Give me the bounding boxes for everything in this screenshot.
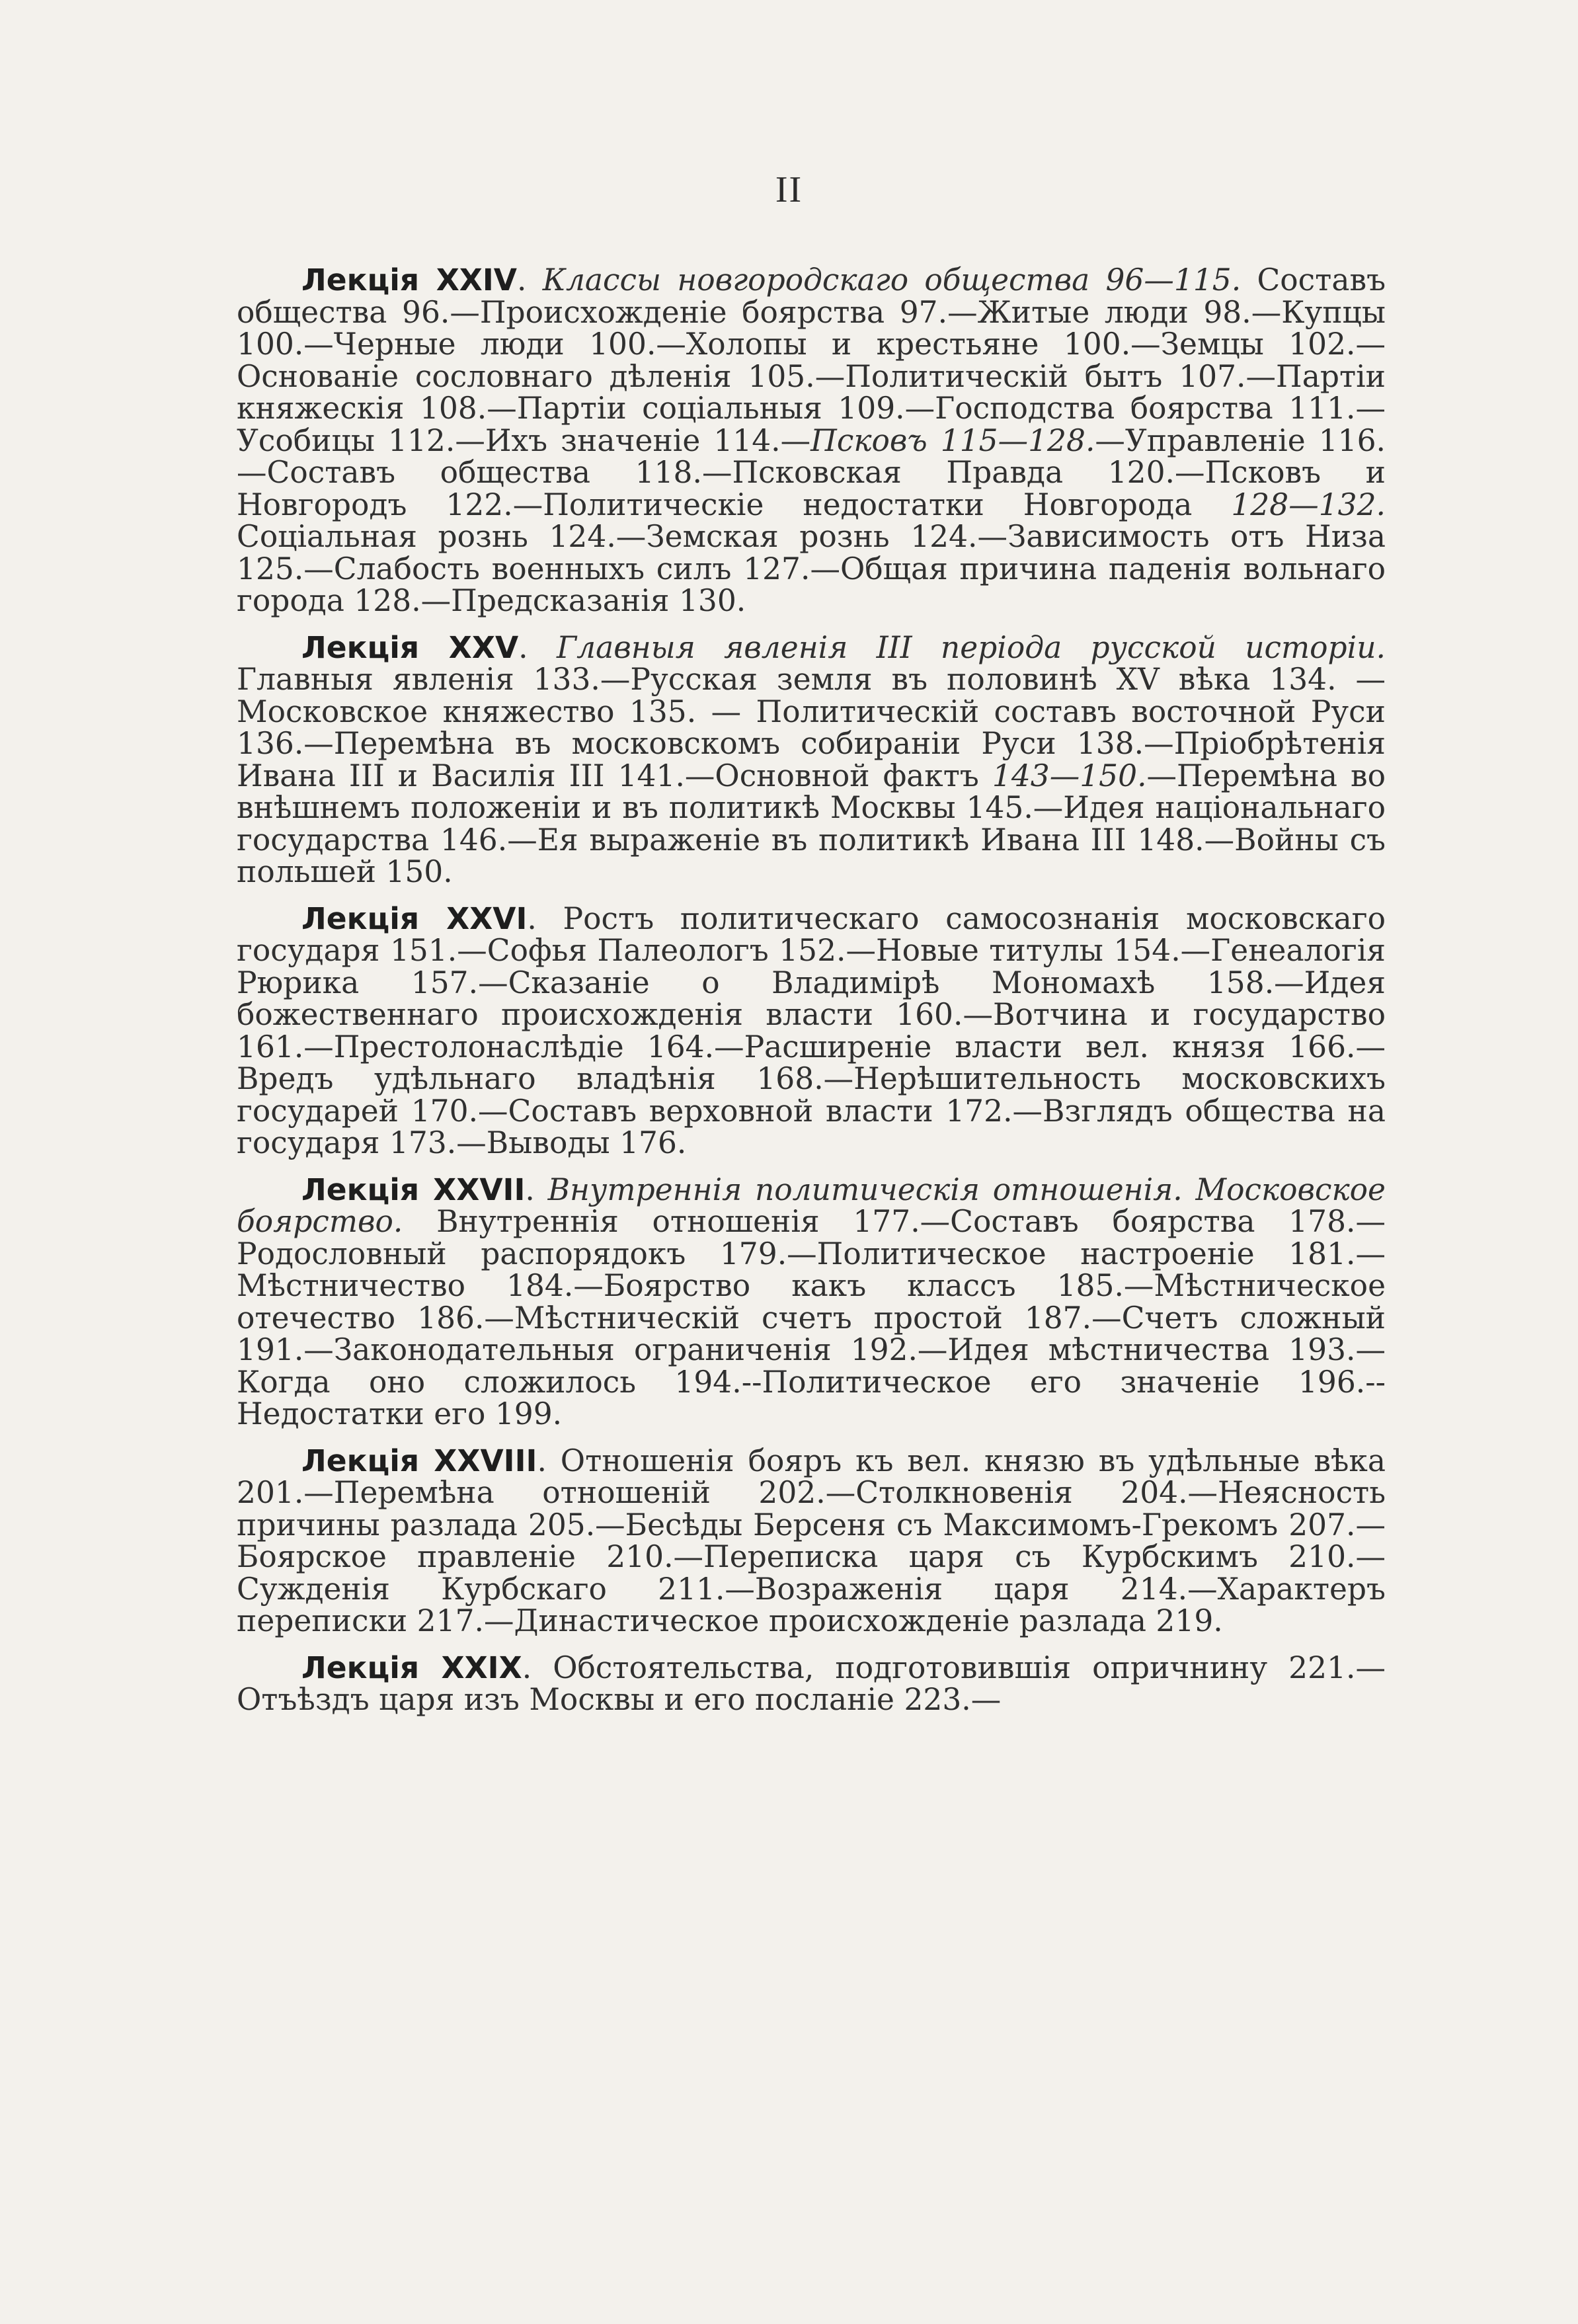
- entry-text: .: [518, 629, 557, 665]
- lecture-heading: Лекція XXVIII: [301, 1443, 537, 1478]
- section-title: Классы новгородскаго общества 96—115.: [542, 262, 1242, 298]
- entry-text: .: [525, 1172, 548, 1207]
- entry-text: . Ростъ политическаго самосознанія московскаго государя 151.—Софья Палеологъ 152.—Новые титулы 154.—Генеалогія Рюрика 157.—Сказаніе о Владимірѣ Мономахѣ 158.—Идея божественнаго происхожденія власти 160.—Вотчина и государство 161.—Престолонаслѣдіе 164.—Расширеніе власти вел. князя 166.—Вредъ удѣльнаго владѣнія 168.—Нерѣшительность московскихъ государей 170.—Составъ верховной власти 172.—Взглядъ общества на государя 173.—Выводы 176.: [237, 901, 1386, 1160]
- section-title: Внутреннія политическія отношенія. Московское боярство.: [237, 1172, 1386, 1239]
- entry-text: —Управленіе 116.—Составъ общества 118.—Псковская Правда 120.—Псковъ и Новгородъ 122.—Политическіе недостатки Новгорода: [237, 422, 1386, 522]
- lecture-entry-xxv: [237, 629, 1386, 889]
- entry-text: Соціальная рознь 124.—Земская рознь 124.—Зависимость отъ Низа 125.—Слабость военныхъ силъ 127.—Общая причина паденія вольнаго города 128.—Предсказанія 130.: [237, 519, 1386, 618]
- lecture-heading: Лекція XXIX: [301, 1650, 522, 1685]
- entry-text: . Обстоятельства, подготовившія опричнину 221.—Отъѣздъ царя изъ Москвы и его посланіе 223.—: [237, 1650, 1386, 1717]
- lecture-heading: Лекція XXV: [301, 629, 519, 665]
- lecture-heading: Лекція XXIV: [301, 262, 518, 298]
- entry-text: .: [517, 262, 543, 298]
- lecture-entry-xxvi: [237, 903, 1386, 1160]
- lecture-heading: Лекція XXVI: [301, 901, 528, 936]
- lecture-entry-xxix: [237, 1652, 1386, 1716]
- lecture-entry-xxiv: [237, 264, 1386, 618]
- section-title: Главныя явленія III періода русской исторіи.: [556, 629, 1386, 665]
- lecture-entry-xxvii: [237, 1174, 1386, 1431]
- entry-text: —Перемѣна во внѣшнемъ положеніи и въ политикѣ Москвы 145.—Идея національнаго государства 146.—Ея выраженіе въ политикѣ Ивана III 148.—Войны съ польшей 150.: [237, 758, 1386, 889]
- entry-text: . Отношенія бояръ къ вел. князю въ удѣльные вѣка 201.—Перемѣна отношеній 202.—Столкновенія 204.—Неясность причины разлада 205.—Бесѣды Берсеня съ Максимомъ-Грекомъ 207.—Боярское правленіе 210.—Переписка царя съ Курбскимъ 210.—Сужденія Курбскаго 211.—Возраженія царя 214.—Характеръ переписки 217.—Династическое происхожденіе разлада 219.: [237, 1443, 1386, 1638]
- table-of-contents: [237, 264, 1386, 1731]
- entry-text: Главныя явленія 133.—Русская земля въ половинѣ XV вѣка 134. — Московское княжество 135. — Политическій составъ восточной Руси 136.—Перемѣна въ московскомъ собираніи Руси 138.—Пріобрѣтенія Ивана III и Василія III 141.—Основной фактъ: [237, 662, 1386, 793]
- section-title: Псковъ 115—128.: [810, 422, 1095, 458]
- section-title: 128—132.: [1231, 487, 1386, 522]
- entry-text: Внутреннія отношенія 177.—Составъ боярства 178.—Родословный распорядокъ 179.—Политическое настроеніе 181.—Мѣстничество 184.—Боярство какъ классъ 185.—Мѣстническое отечество 186.—Мѣстническій счетъ простой 187.—Счетъ сложный 191.—Законодательныя ограниченія 192.—Идея мѣстничества 193.—Когда оно сложилось 194.--Политическое его значеніе 196.--Недостатки его 199.: [237, 1204, 1386, 1431]
- section-title: 143—150.: [992, 758, 1147, 793]
- lecture-entry-xxviii: [237, 1445, 1386, 1638]
- lecture-heading: Лекція XXVII: [301, 1172, 526, 1207]
- entry-text: Составъ общества 96.—Происхожденіе боярства 97.—Житые люди 98.—Купцы 100.—Черные люди 100.—Холопы и крестьяне 100.—Земцы 102.—Основаніе сословнаго дѣленія 105.—Политическій бытъ 107.—Партіи княжескія 108.—Партіи соціальныя 109.—Господства боярства 111.—Усобицы 112.—Ихъ значеніе 114.—: [237, 262, 1386, 458]
- page-number: II: [775, 169, 803, 210]
